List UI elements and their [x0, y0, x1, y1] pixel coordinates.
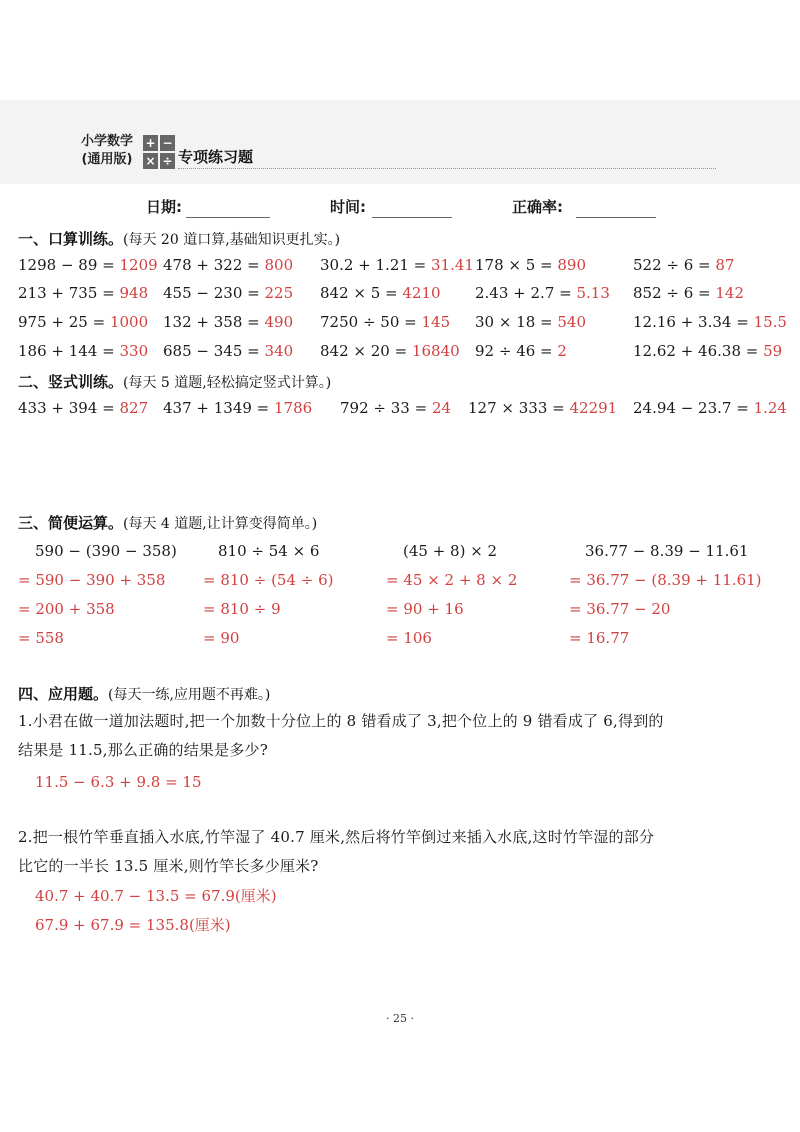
accuracy-field[interactable] — [576, 217, 656, 218]
title-divider — [178, 168, 716, 169]
simplify-step: = 200 + 358 — [18, 600, 115, 618]
problem-2-answer-2: 67.9 + 67.9 = 135.8(厘米) — [35, 916, 231, 934]
time-field[interactable] — [372, 217, 452, 218]
section-2-heading: 二、竖式训练。 — [18, 373, 124, 391]
oral-item: 478 + 322 = 800 — [163, 256, 294, 274]
times-icon: × — [143, 153, 158, 169]
simplify-step: = 558 — [18, 629, 64, 647]
operator-logo — [143, 135, 175, 169]
oral-item: 178 × 5 = 890 — [475, 256, 587, 274]
problem-1-line-1: 1.小君在做一道加法题时,把一个加数十分位上的 8 错看成了 3,把个位上的 9 错看成了 6,得到的 — [18, 712, 664, 730]
section-1-note: (每天 20 道口算,基础知识更扎实。) — [123, 232, 341, 248]
section-3-title — [18, 512, 317, 533]
series-label — [75, 133, 139, 169]
vertical-item: 792 ÷ 33 = 24 — [340, 399, 452, 417]
problem-1-answer: 11.5 − 6.3 + 9.8 = 15 — [35, 773, 202, 791]
vertical-item: 127 × 333 = 42291 — [468, 399, 618, 417]
simplify-step: = 90 — [203, 629, 240, 647]
oral-item: 455 − 230 = 225 — [163, 284, 294, 302]
simplify-step: = 45 × 2 + 8 × 2 — [386, 571, 518, 589]
section-3-heading: 三、简便运算。 — [18, 514, 124, 532]
section-2-title — [18, 371, 331, 392]
series-line-2: (通用版) — [81, 152, 133, 167]
oral-item: 186 + 144 = 330 — [18, 342, 149, 360]
oral-item: 7250 ÷ 50 = 145 — [320, 313, 451, 331]
divide-icon: ÷ — [160, 153, 175, 169]
oral-item: 975 + 25 = 1000 — [18, 313, 149, 331]
oral-item: 92 ÷ 46 = 2 — [475, 342, 567, 360]
oral-item: 522 ÷ 6 = 87 — [633, 256, 735, 274]
section-1-heading: 一、口算训练。 — [18, 230, 124, 248]
date-field[interactable] — [186, 217, 270, 218]
simplify-step: = 810 ÷ (54 ÷ 6) — [203, 571, 334, 589]
problem-2-answer-1: 40.7 + 40.7 − 13.5 = 67.9(厘米) — [35, 887, 277, 905]
oral-item: 842 × 5 = 4210 — [320, 284, 441, 302]
record-row — [0, 196, 800, 220]
oral-item: 852 ÷ 6 = 142 — [633, 284, 745, 302]
plus-icon: + — [143, 135, 158, 151]
problem-1 — [18, 707, 788, 765]
section-1-title — [18, 228, 340, 249]
page-number: · 25 · — [386, 1012, 414, 1025]
section-4-title — [18, 683, 270, 704]
oral-item: 30.2 + 1.21 = 31.41 — [320, 256, 474, 274]
minus-icon: − — [160, 135, 175, 151]
oral-item: 132 + 358 = 490 — [163, 313, 294, 331]
oral-item: 12.16 + 3.34 = 15.5 — [633, 313, 787, 331]
simplify-question: 36.77 − 8.39 − 11.61 — [585, 542, 749, 560]
problem-2 — [18, 823, 788, 881]
problem-2-line-1: 2.把一根竹竿垂直插入水底,竹竿湿了 40.7 厘米,然后将竹竿倒过来插入水底,这时竹竿湿的部分 — [18, 828, 655, 846]
simplify-step: = 106 — [386, 629, 432, 647]
simplify-step: = 90 + 16 — [386, 600, 464, 618]
top-margin — [0, 0, 800, 100]
section-2-note: (每天 5 道题,轻松搞定竖式计算。) — [123, 375, 332, 391]
oral-item: 685 − 345 = 340 — [163, 342, 294, 360]
vertical-item: 437 + 1349 = 1786 — [163, 399, 313, 417]
oral-item: 213 + 735 = 948 — [18, 284, 149, 302]
time-label: 时间: — [330, 198, 366, 216]
book-title: 专项练习题 — [178, 148, 254, 166]
problem-2-line-2: 比它的一半长 13.5 厘米,则竹竿长多少厘米? — [18, 857, 319, 875]
simplify-question: (45 + 8) × 2 — [403, 542, 498, 560]
simplify-question: 810 ÷ 54 × 6 — [218, 542, 320, 560]
problem-1-line-2: 结果是 11.5,那么正确的结果是多少? — [18, 741, 268, 759]
simplify-step: = 16.77 — [569, 629, 630, 647]
simplify-question: 590 − (390 − 358) — [35, 542, 177, 560]
section-4-heading: 四、应用题。 — [18, 685, 109, 703]
vertical-item: 24.94 − 23.7 = 1.24 — [633, 399, 787, 417]
section-3-note: (每天 4 道题,让计算变得简单。) — [123, 516, 318, 532]
oral-item: 30 × 18 = 540 — [475, 313, 587, 331]
section-4-note: (每天一练,应用题不再难。) — [108, 687, 271, 703]
accuracy-label: 正确率: — [512, 198, 563, 216]
oral-item: 842 × 20 = 16840 — [320, 342, 460, 360]
oral-item: 2.43 + 2.7 = 5.13 — [475, 284, 610, 302]
oral-item: 12.62 + 46.38 = 59 — [633, 342, 783, 360]
oral-item: 1298 − 89 = 1209 — [18, 256, 158, 274]
date-label: 日期: — [146, 198, 182, 216]
simplify-step: = 810 ÷ 9 — [203, 600, 281, 618]
series-line-1: 小学数学 — [80, 134, 133, 149]
simplify-step: = 590 − 390 + 358 — [18, 571, 166, 589]
simplify-step: = 36.77 − (8.39 + 11.61) — [569, 571, 762, 589]
vertical-item: 433 + 394 = 827 — [18, 399, 149, 417]
simplify-step: = 36.77 − 20 — [569, 600, 671, 618]
